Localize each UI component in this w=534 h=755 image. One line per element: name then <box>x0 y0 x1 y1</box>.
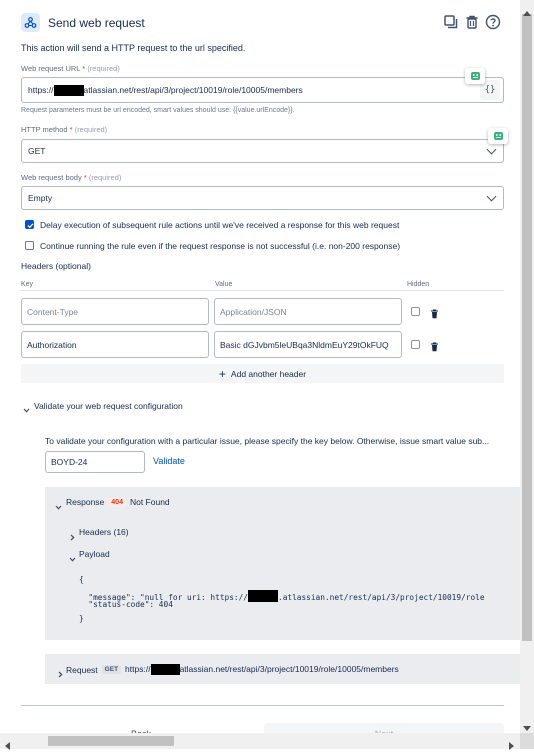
redacted-host <box>151 664 180 675</box>
trash-icon[interactable] <box>430 339 439 357</box>
continue-checkbox[interactable] <box>25 241 34 250</box>
redacted-host <box>248 590 278 602</box>
chevron-down-icon[interactable] <box>23 401 30 419</box>
header-value-input[interactable]: Basic dGJvbm5leUBqa3NldmEuY29tOkFUQ <box>214 331 402 358</box>
delay-checkbox-label: Delay execution of subsequent rule actions until we've received a response for this web request <box>40 220 400 230</box>
chevron-right-icon[interactable] <box>69 528 76 546</box>
chevron-down-icon <box>487 192 497 202</box>
delete-icon[interactable] <box>464 14 480 30</box>
response-toggle[interactable]: Response 404 Not Found <box>66 497 170 507</box>
request-toggle[interactable]: Request GET https:// atlassian.net/rest/api/3/project/10019/role/10005/members <box>66 664 399 675</box>
col-value: Value <box>215 281 233 288</box>
chevron-down-icon[interactable] <box>55 498 62 516</box>
payload-line: "status-code": 404 <box>79 600 173 609</box>
help-icon[interactable] <box>485 14 501 30</box>
url-hint: Request parameters must be url encoded, smart values should use: {{value.urlEncode}}. <box>21 107 295 114</box>
col-key: Key <box>21 281 34 288</box>
bot-assist-icon[interactable] <box>488 128 508 144</box>
vertical-scrollbar-thumb[interactable] <box>522 14 532 641</box>
validate-instructions: To validate your configuration with a particular issue, please specify the key below. Otherwise, issue smart value sub... <box>45 436 490 446</box>
horizontal-scrollbar-thumb[interactable] <box>48 736 174 746</box>
chevron-right-icon[interactable] <box>57 665 64 683</box>
validate-button[interactable]: Validate <box>153 456 185 466</box>
http-method-select[interactable]: GET <box>21 139 504 163</box>
delay-checkbox[interactable] <box>25 220 34 229</box>
payload-line: { <box>79 575 84 584</box>
hidden-checkbox[interactable] <box>411 307 420 316</box>
header-key-input[interactable]: Content-Type <box>21 298 209 325</box>
url-label: Web request URL * (required) <box>21 64 120 73</box>
action-title: Send web request <box>48 16 145 30</box>
response-headers-toggle[interactable]: Headers (16) <box>79 527 129 537</box>
chevron-down-icon[interactable] <box>69 550 76 568</box>
issue-key-input[interactable]: BOYD-24 <box>45 451 145 473</box>
trash-icon[interactable] <box>430 306 439 324</box>
add-header-button[interactable]: + Add another header <box>21 364 504 383</box>
status-badge: 404 <box>108 498 126 507</box>
chevron-down-icon <box>487 145 497 155</box>
scrollbar-corner <box>520 733 534 749</box>
headers-title: Headers (optional) <box>21 261 91 271</box>
hidden-checkbox[interactable] <box>411 340 420 349</box>
continue-checkbox-label: Continue running the rule even if the request response is not successful (i.e. non-200 response) <box>40 241 401 251</box>
header-key-input[interactable]: Authorization <box>21 331 209 358</box>
method-label: HTTP method * (required) <box>21 125 108 134</box>
payload-toggle[interactable]: Payload <box>79 549 110 559</box>
plus-icon: + <box>218 366 226 381</box>
header-value-input[interactable]: Application/JSON <box>214 298 402 325</box>
scroll-left-arrow-icon[interactable] <box>4 737 10 755</box>
col-hidden: Hidden <box>407 281 430 288</box>
url-input[interactable]: https:// atlassian.net/rest/api/3/project/10019/role/10005/members <box>21 77 504 103</box>
copy-icon[interactable] <box>443 14 459 30</box>
scroll-up-arrow-icon[interactable] <box>523 3 531 21</box>
redacted-host <box>54 85 84 96</box>
response-panel <box>45 487 520 640</box>
action-description: This action will send a HTTP request to the url specified. <box>21 43 246 53</box>
scroll-right-arrow-icon[interactable] <box>509 737 515 755</box>
body-label: Web request body * (required) <box>21 173 122 182</box>
bot-assist-icon[interactable] <box>465 68 485 84</box>
method-badge: GET <box>102 665 121 674</box>
divider <box>21 290 504 291</box>
validate-section-toggle[interactable]: Validate your web request configuration <box>34 401 183 411</box>
request-body-select[interactable]: Empty <box>21 186 504 210</box>
smart-value-button[interactable]: {} <box>480 80 500 100</box>
payload-line: } <box>79 614 84 623</box>
divider <box>21 705 504 706</box>
webhook-icon <box>21 13 40 32</box>
payload-line: "message": "null for uri: https:// .atlassian.net/rest/api/3/project/10019/role <box>79 587 485 605</box>
